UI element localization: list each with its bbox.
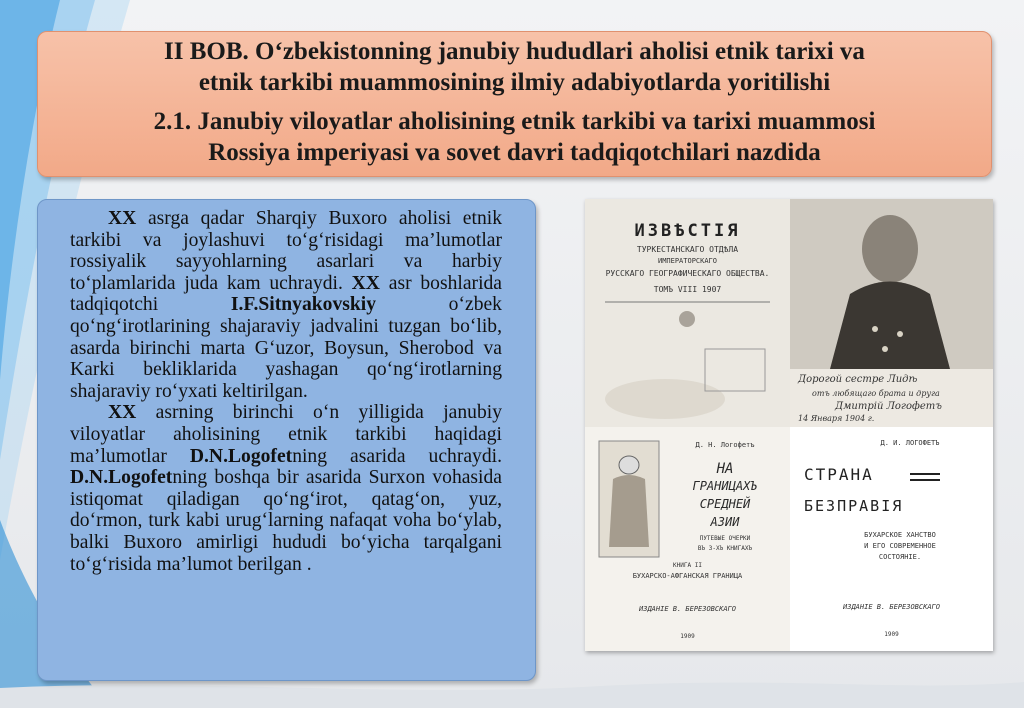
author-name: D.N.Logofet [189, 445, 293, 467]
cover-subtitle: БУХАРСКОЕ ХАНСТВО [864, 531, 936, 539]
text-run: asrga qadar Sharqiy Buxoro aholisi etnik tarkibi va joylashuvi to‘g‘risidagi ma’lumotlar rossiyalik sayyohlarning asarlari va harbiy to‘plamlarida juda kam uchraydi. [70, 208, 502, 294]
body-text-box [37, 199, 536, 681]
author-name: D.N.Logofet [70, 467, 173, 489]
cover-subtitle: ПУТЕВЫЕ ОЧЕРКИ [699, 535, 751, 542]
chapter-title-line2: etnik tarkibi muammosining ilmiy adabiyotlarda yoritilishi [198, 69, 831, 96]
text-run: asrning birinchi o‘n yilligida janubiy viloyatlar aholisining etnik tarkibi haqidagi ma’lumotlar [70, 402, 502, 467]
paragraph-1 [70, 208, 502, 402]
chapter-title-line1: II BOB. O‘zbekistonning janubiy hududlari aholisi etnik tarixi va [164, 38, 865, 65]
cover-subtitle: ВЪ 3-ХЪ КНИГАХЪ [697, 545, 753, 552]
paragraph-2 [70, 402, 502, 575]
cover-publisher: ИЗДАНІЕ В. БЕРЕЗОВСКАГО [639, 605, 736, 613]
historical-images-collage [585, 199, 993, 651]
izvestiya-cover-image [585, 199, 790, 427]
bold-term: XX [351, 272, 380, 294]
cover-year: 1909 [680, 633, 695, 640]
cover-title: СРЕДНЕЙ [699, 497, 751, 511]
cover-title: ИЗВѢСТІЯ [634, 221, 741, 241]
text-run: o‘zbek qo‘ng‘irotlarining shajaraviy jadvalini tuzgan bo‘lib, asarda birinchi marta G‘uzor, Boysun, Sherobod va Karki bekliklarida yashagan qo‘ng‘irotlarning shajaraviy ro‘yxati keltirilgan. [70, 294, 502, 402]
inscription-line: отъ любящаго брата и друга [812, 389, 940, 398]
bold-term: XX [108, 402, 137, 424]
cover-title: НА [716, 461, 734, 477]
cover-title: ГРАНИЦАХЪ [692, 479, 758, 493]
text-run: ning asarida uchraydi. [292, 445, 502, 467]
inscription-signature: Дмитрiй Логофетъ [835, 401, 942, 412]
cover-year: 1909 [884, 631, 899, 638]
section-title-line1: 2.1. Janubiy viloyatlar aholisining etnik tarkibi va tarixi muammosi [153, 108, 876, 135]
portrait-photo [790, 199, 993, 427]
title-box [37, 31, 992, 177]
inscription-line: Дорогой сестре Лидѣ [798, 374, 918, 385]
cover-subtitle: ИМПЕРАТОРСКАГО [657, 257, 717, 265]
text-run: ning boshqa bir asarida Surxon vohasida istiqomat qiladigan qo‘ng‘irot, qatag‘on, yuz, do‘rmon, turk kabi urug‘larning nafaqat voha bo‘ylab, balki Buxoro amirligi hududi bo‘yicha tarqalgani to‘g‘risida ma’lumot berilgan . [70, 467, 502, 575]
strana-bezpraviya-cover-image [790, 427, 993, 651]
cover-publisher: ИЗДАНІЕ В. БЕРЕЗОВСКАГО [843, 603, 940, 611]
na-granitsakh-cover-image [585, 427, 790, 651]
text-run: asr boshlarida tadqiqotchi [70, 272, 503, 316]
cover-title: БЕЗПРАВІЯ [804, 497, 904, 515]
cover-title: АЗИИ [710, 515, 740, 529]
cover-book-title: БУХАРСКО-АФГАНСКАЯ ГРАНИЦА [632, 572, 743, 580]
section-title-line2: Rossiya imperiyasi va sovet davri tadqiqotchilari nazdida [208, 139, 821, 166]
inscription-date: 14 Января 1904 г. [798, 414, 875, 423]
cover-title: СТРАНА [804, 465, 874, 484]
title-dash-ornament [910, 471, 940, 483]
author-name: I.F.Sitnyakovskiy [230, 294, 377, 316]
cover-subtitle: СОСТОЯНІЕ. [878, 553, 922, 561]
cover-subtitle: ТУРКЕСТАНСКАГО ОТДѢЛА [636, 245, 739, 254]
cover-author: Д. Н. Логофетъ [695, 441, 755, 449]
cover-author: Д. И. ЛОГОФЕТЪ [880, 439, 940, 447]
bold-term: XX [108, 208, 137, 229]
cover-volume: ТОМЪ VIII 1907 [653, 285, 722, 294]
cover-subtitle: РУССКАГО ГЕОГРАФИЧЕСКАГО ОБЩЕСТВА. [605, 269, 770, 278]
cover-subtitle: И ЕГО СОВРЕМЕННОЕ [864, 542, 936, 550]
cover-book-number: КНИГА II [673, 562, 702, 569]
